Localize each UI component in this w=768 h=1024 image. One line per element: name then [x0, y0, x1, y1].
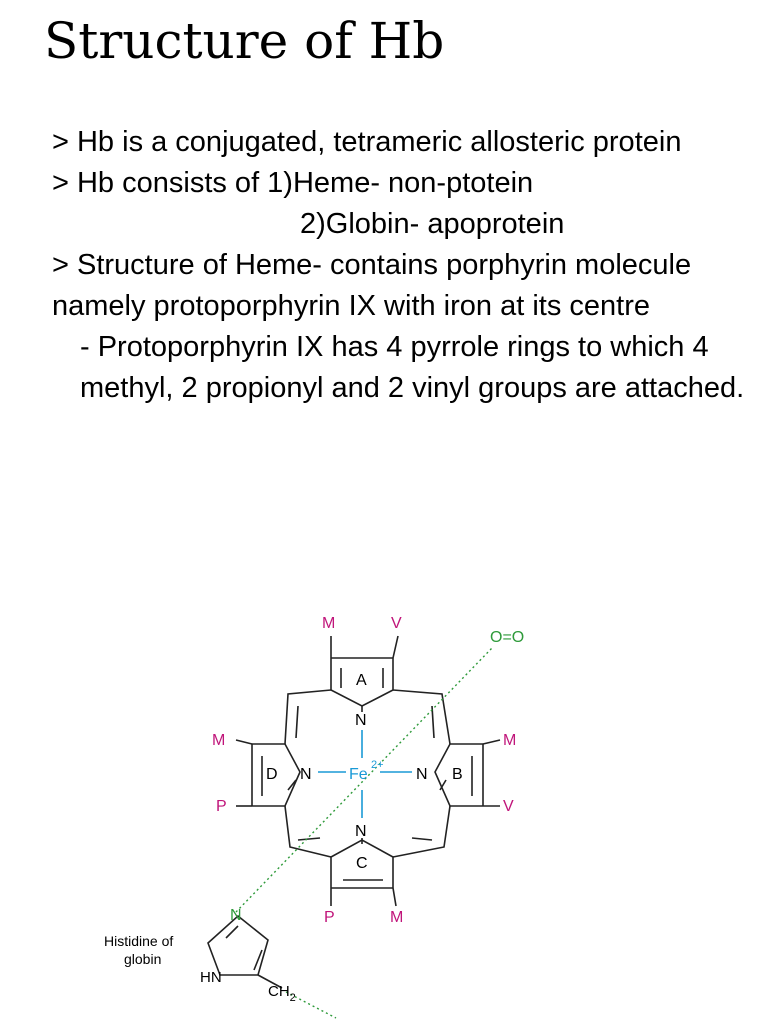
histidine-label-line2: globin [124, 951, 162, 967]
histidine-label-line1: Histidine of [104, 933, 174, 949]
substituent-left-top: M [212, 732, 226, 749]
iron-charge: 2+ [371, 759, 384, 771]
point-conjugated-protein: > Hb is a conjugated, tetrameric allosteric protein [52, 126, 682, 158]
nitrogen-bottom: N [355, 823, 367, 840]
point-globin: 2)Globin- apoprotein [300, 208, 565, 240]
histidine-hn: HN [200, 969, 222, 986]
substituent-left-bottom: P [216, 798, 227, 815]
substituent-top-left: M [322, 615, 336, 632]
point-heme-structure: > Structure of Heme- contains porphyrin molecule namely protoporphyrin IX with iron at its centre [52, 249, 692, 322]
ring-d-label: D [266, 766, 278, 783]
page-title: Structure of Hb [44, 12, 445, 70]
nitrogen-right: N [416, 766, 428, 783]
iron-label: Fe [349, 766, 368, 783]
nitrogen-left: N [300, 766, 312, 783]
point-protoporphyrin: - Protoporphyrin IX has 4 pyrrole rings to which 4 methyl, 2 propionyl and 2 vinyl groups are attached. [80, 331, 745, 404]
histidine-ch2: $CH_2$ [268, 983, 296, 1004]
substituent-bottom-left: P [324, 909, 335, 926]
ring-b-label: B [452, 766, 463, 783]
point-hb-consists: > Hb consists of 1)Heme- non-ptotein [52, 167, 534, 199]
substituent-right-top: M [503, 732, 517, 749]
substituent-bottom-right: M [390, 909, 404, 926]
ring-c-label: C [356, 855, 368, 872]
histidine-nitrogen: N [230, 907, 242, 924]
nitrogen-top: N [355, 712, 367, 729]
heme-structure-diagram [0, 600, 768, 1024]
substituent-right-bottom: V [503, 798, 514, 815]
oxygen-label: O=O [490, 629, 525, 646]
ring-a-label: A [356, 672, 367, 689]
body-text [52, 122, 752, 409]
substituent-top-right: V [391, 615, 402, 632]
